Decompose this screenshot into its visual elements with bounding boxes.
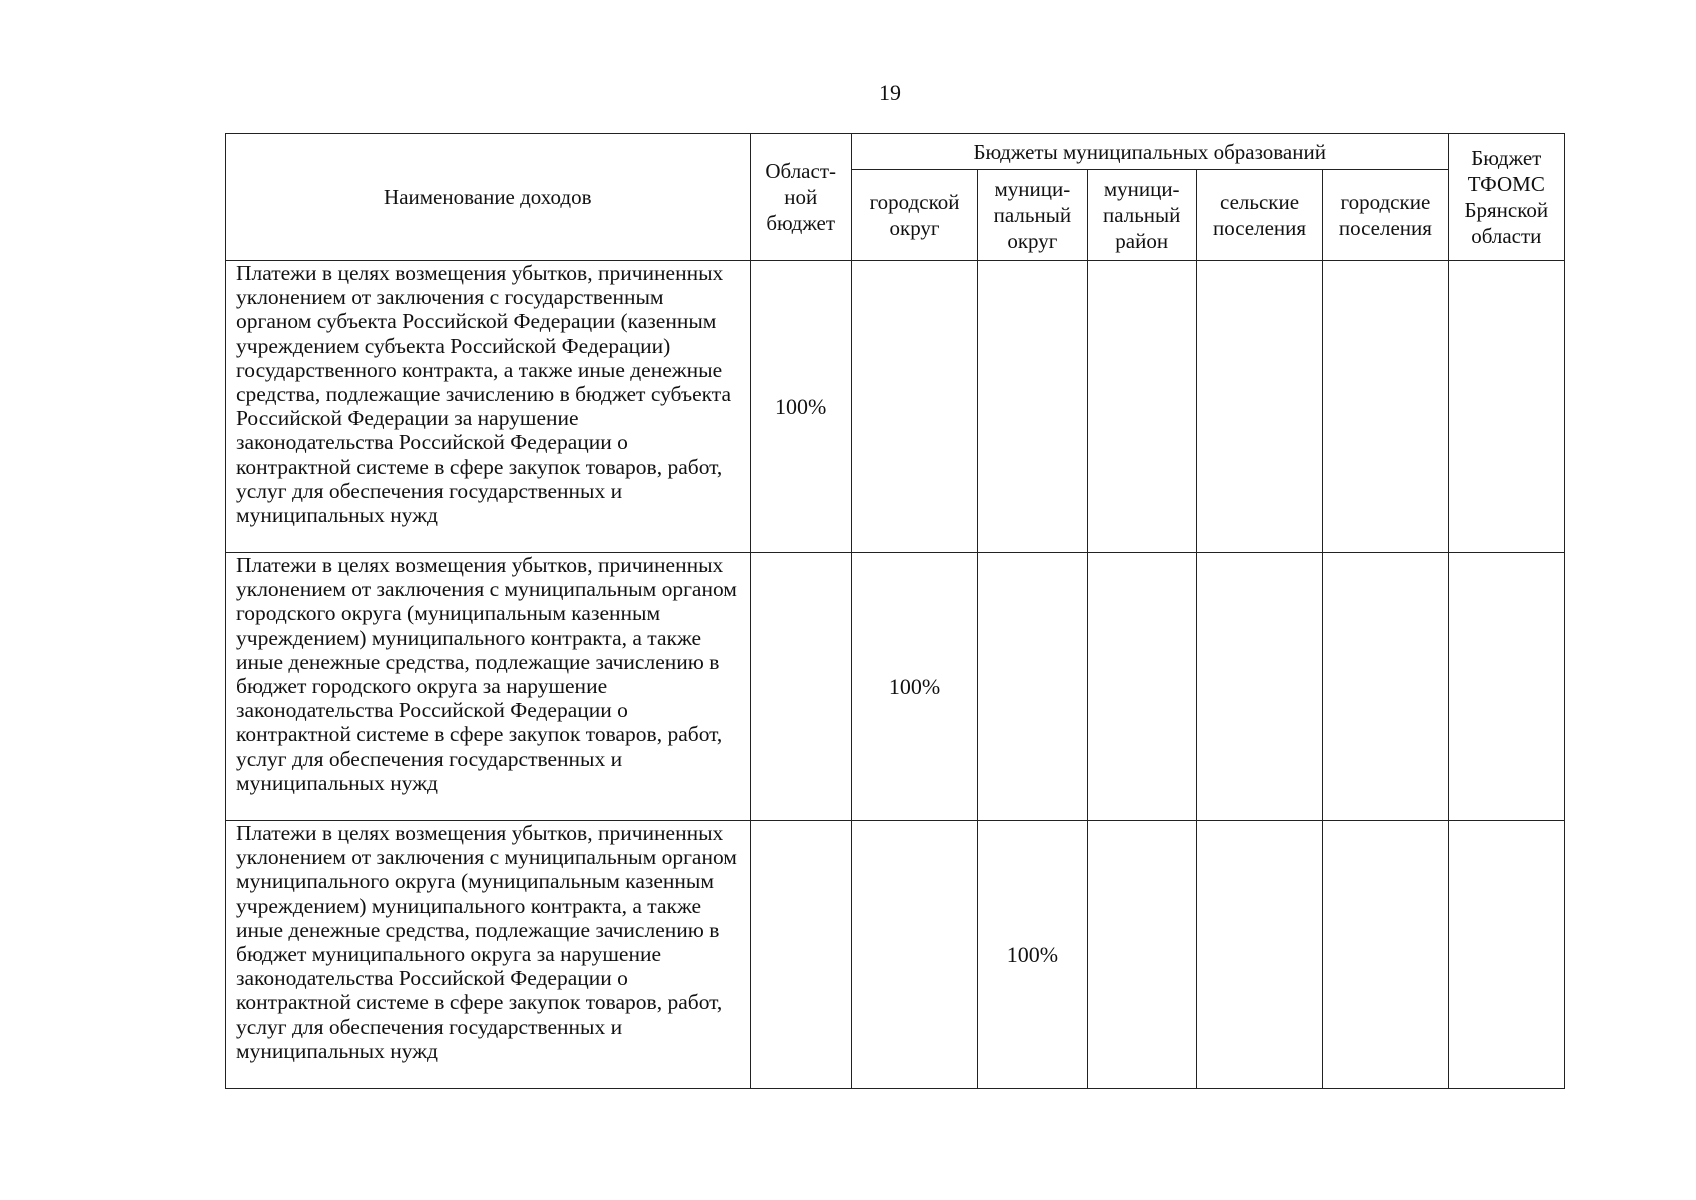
urban-settlements-cell <box>1323 821 1448 1089</box>
municipal-okrug-cell <box>978 553 1087 821</box>
header-rural-settlements: сельские поселения <box>1196 170 1322 261</box>
revenue-name-cell: Платежи в целях возмещения убытков, причиненных уклонением от заключения с государственным органом субъекта Российской Федерации (казенным учреждением субъекта Российской Федерации) государственного контракта, а также иные денежные средства, подлежащие зачислению в бюджет субъекта Российской Федерации за нарушение законодательства Российской Федерации о контрактной системе в сфере закупок товаров, работ, услуг для обеспечения государственных и муниципальных нужд <box>226 261 751 553</box>
regional-budget-cell <box>750 553 851 821</box>
municipal-rayon-cell <box>1087 261 1196 553</box>
revenue-distribution-table <box>225 133 1565 1089</box>
municipal-okrug-cell <box>978 261 1087 553</box>
header-municipal-okrug: муници- пальный округ <box>978 170 1087 261</box>
header-revenue-name: Наименование доходов <box>226 134 751 261</box>
urban-settlements-cell <box>1323 553 1448 821</box>
revenue-name-cell: Платежи в целях возмещения убытков, причиненных уклонением от заключения с муниципальным органом муниципального округа (муниципальным казенным учреждением) муниципального контракта, а также иные денежные средства, подлежащие зачислению в бюджет муниципального округа за нарушение законодательства Российской Федерации о контрактной системе в сфере закупок товаров, работ, услуг для обеспечения государственных и муниципальных нужд <box>226 821 751 1089</box>
table-row <box>226 261 1565 553</box>
city-district-cell <box>851 821 977 1089</box>
header-city-district: городской округ <box>851 170 977 261</box>
tfoms-cell <box>1448 553 1564 821</box>
urban-settlements-cell <box>1323 261 1448 553</box>
rural-settlements-cell <box>1196 553 1322 821</box>
municipal-rayon-cell <box>1087 821 1196 1089</box>
city-district-cell <box>851 261 977 553</box>
header-urban-settlements: городские поселения <box>1323 170 1448 261</box>
table-row <box>226 821 1565 1089</box>
municipal-okrug-cell: 100% <box>978 821 1087 1089</box>
table-row <box>226 553 1565 821</box>
header-tfoms-budget: Бюджет ТФОМС Брянской области <box>1448 134 1564 261</box>
city-district-cell: 100% <box>851 553 977 821</box>
page-number: 19 <box>879 80 901 105</box>
revenue-name-cell: Платежи в целях возмещения убытков, причиненных уклонением от заключения с муниципальным органом городского округа (муниципальным казенным учреждением) муниципального контракта, а также иные денежные средства, подлежащие зачислению в бюджет городского округа за нарушение законодательства Российской Федерации о контрактной системе в сфере закупок товаров, работ, услуг для обеспечения государственных и муниципальных нужд <box>226 553 751 821</box>
rural-settlements-cell <box>1196 261 1322 553</box>
tfoms-cell <box>1448 261 1564 553</box>
regional-budget-cell: 100% <box>750 261 851 553</box>
tfoms-cell <box>1448 821 1564 1089</box>
header-municipal-budgets: Бюджеты муниципальных образований <box>851 134 1448 170</box>
rural-settlements-cell <box>1196 821 1322 1089</box>
header-regional-budget: Област- ной бюджет <box>750 134 851 261</box>
regional-budget-cell <box>750 821 851 1089</box>
municipal-rayon-cell <box>1087 553 1196 821</box>
header-municipal-rayon: муници- пальный район <box>1087 170 1196 261</box>
